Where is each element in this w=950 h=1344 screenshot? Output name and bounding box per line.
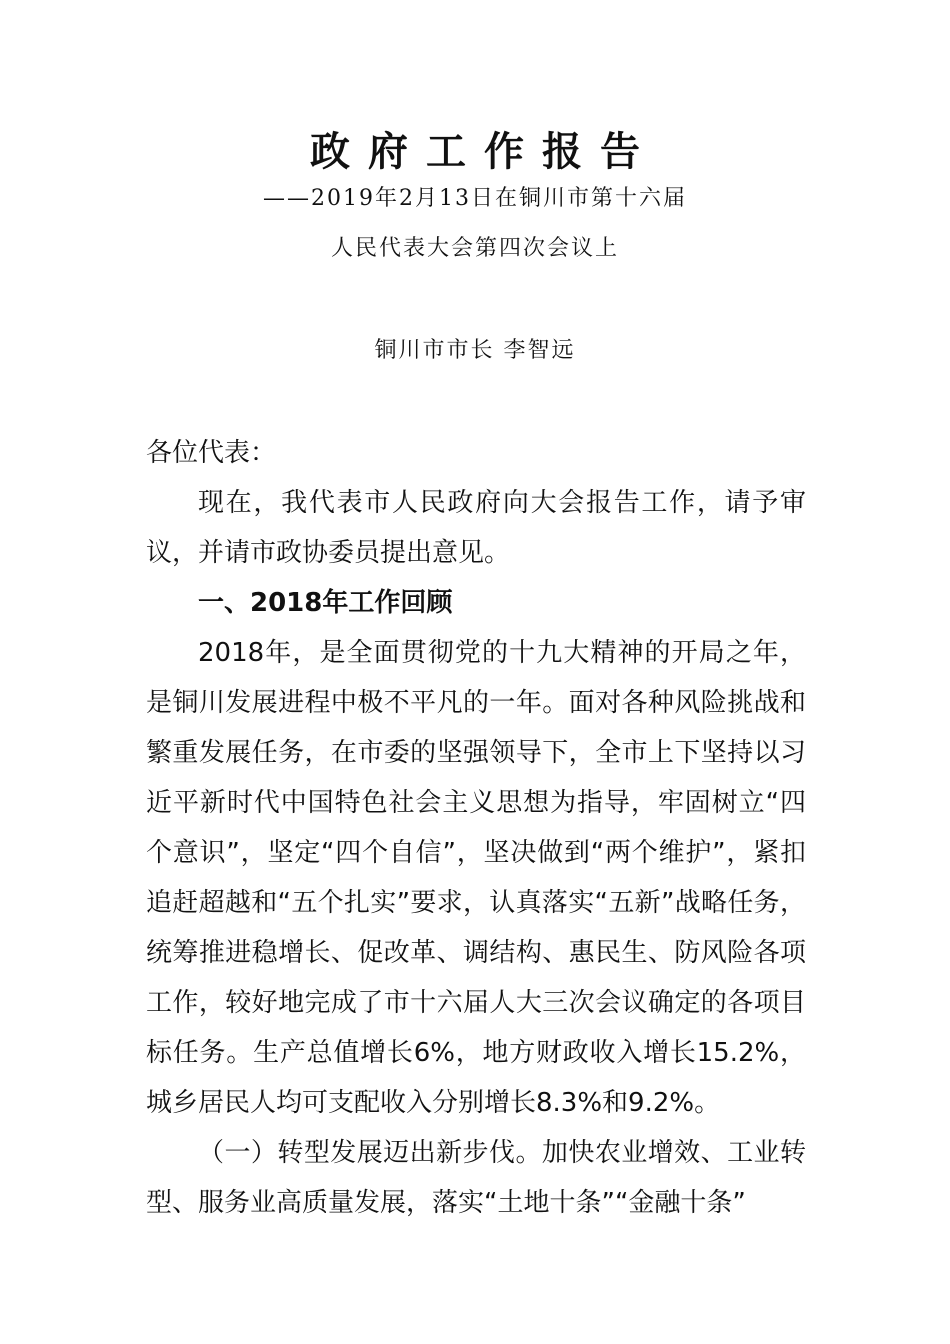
review-paragraph: 2018年，是全面贯彻党的十九大精神的开局之年，是铜川发展进程中极不平凡的一年。面对各种风险挑战和繁重发展任务，在市委的坚强领导下，全市上下坚持以习近平新时代中国特色社会主义思想为指导，牢固树立“四个意识”，坚定“四个自信”，坚决做到“两个维护”，紧扣追赶超越和“五个扎实”要求，认真落实“五新”战略任务，统筹推进稳增长、促改革、调结构、惠民生、防风险各项工作，较好地完成了市十六届人大三次会议确定的各项目标任务。生产总值增长6%，地方财政收入增长15.2%，城乡居民人均可支配收入分别增长8.3%和9.2%。 bbox=[146, 638, 806, 1118]
subsection-paragraph bbox=[146, 1128, 806, 1228]
report-subtitle-line1: ——2019年2月13日在铜川市第十六届 bbox=[263, 186, 687, 211]
subsection-lead: （一）转型发展迈出新步伐。 bbox=[198, 1138, 542, 1168]
intro-paragraph: 现在，我代表市人民政府向大会报告工作，请予审议，并请市政协委员提出意见。 bbox=[146, 488, 806, 568]
report-author: 铜川市市长 李智远 bbox=[374, 338, 576, 363]
section-heading: 一、2018年工作回顾 bbox=[198, 588, 453, 618]
salutation: 各位代表： bbox=[146, 438, 277, 468]
report-body bbox=[146, 428, 806, 1228]
report-title: 政府工作报告 bbox=[310, 129, 658, 175]
subsection-text: 加快农业增效、工业转型、服务业高质量发展，落实“土地十条”“金融十条” bbox=[146, 1138, 806, 1218]
report-subtitle-line2: 人民代表大会第四次会议上 bbox=[330, 236, 619, 261]
